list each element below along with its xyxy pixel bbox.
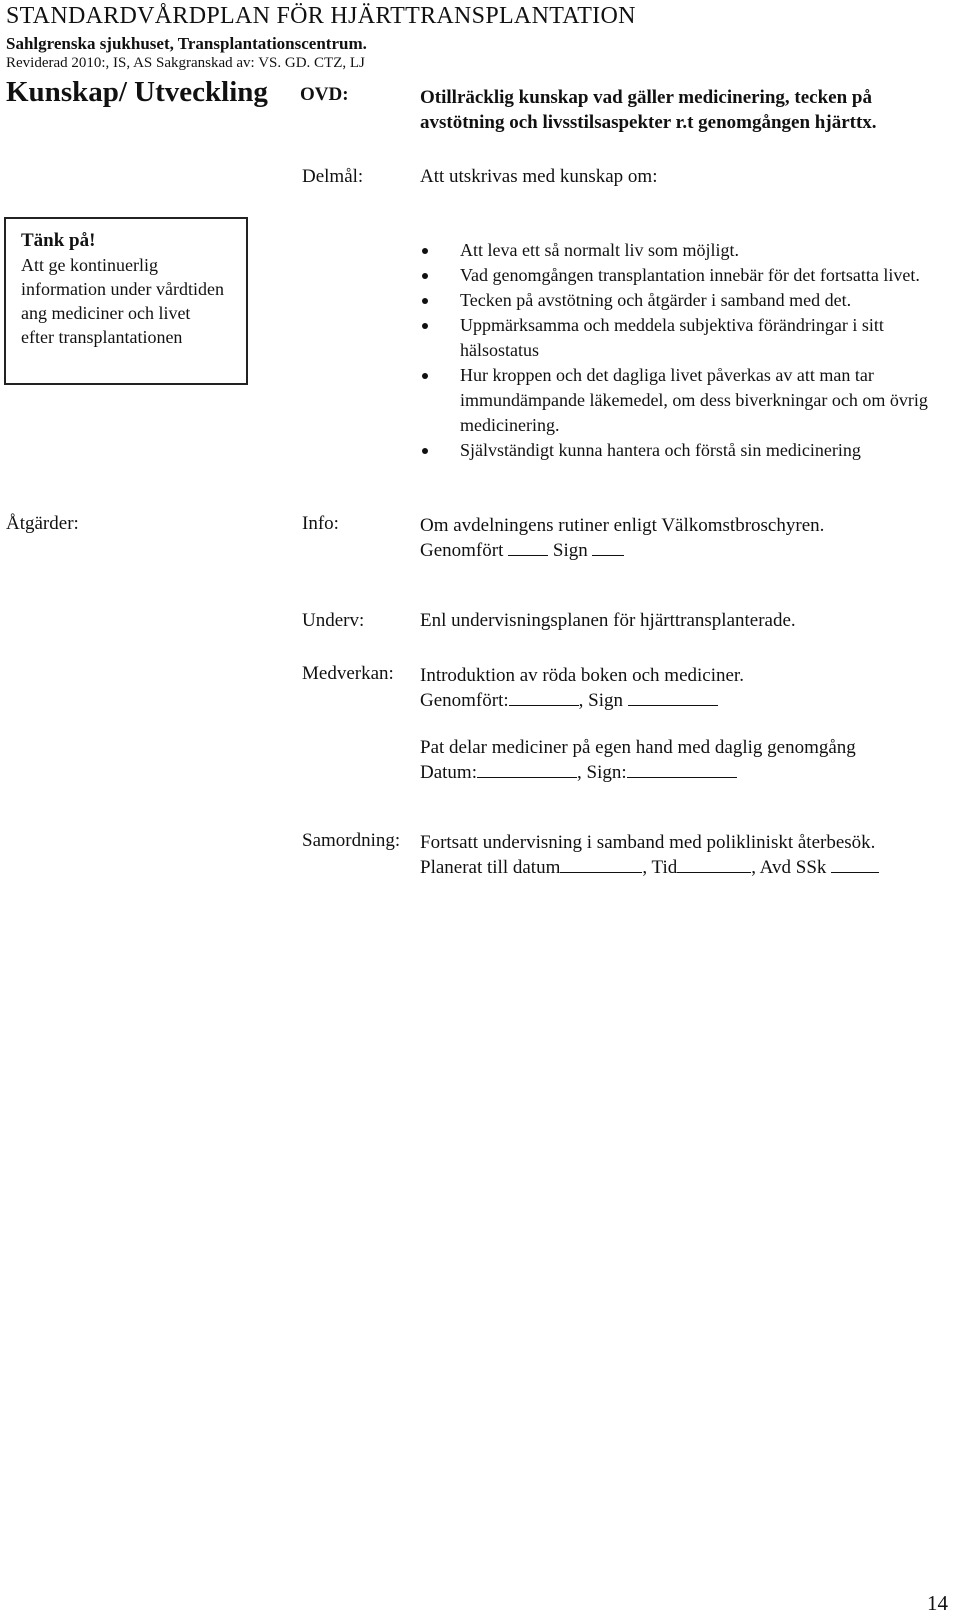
info-sign-blank: [592, 555, 624, 556]
samordning-label: Samordning:: [302, 830, 401, 851]
delmal-label: Delmål:: [302, 166, 364, 187]
samordning-text: [420, 830, 879, 880]
page-number: 14: [927, 1591, 948, 1615]
pat-datum-blank: [477, 777, 577, 778]
medverkan-done-blank: [509, 705, 579, 706]
think-box-text: Att ge kontinuerlig information under vårdtiden ang mediciner och livet efter transplantationen: [21, 255, 224, 347]
ovd-label: OVD:: [300, 84, 349, 105]
info-line: Om avdelningens rutiner enligt Välkomstbroschyren.: [420, 515, 825, 536]
revision-line: Reviderad 2010:, IS, AS Sakgranskad av: VS. GD. CTZ, LJ: [6, 55, 365, 71]
actions-label: Åtgärder:: [6, 513, 79, 534]
medverkan-sign-label: , Sign: [578, 690, 624, 711]
think-box: [4, 217, 248, 385]
underv-text: Enl undervisningsplanen för hjärttransplanterade.: [420, 610, 796, 631]
page-title: STANDARDVÅRDPLAN FÖR HJÄRTTRANSPLANTATION: [6, 3, 636, 29]
avd-blank: [831, 872, 879, 873]
medverkan-sign-blank: [628, 705, 718, 706]
planerat-label: Planerat till datum: [420, 857, 561, 878]
avd-label: , Avd SSk: [751, 857, 827, 878]
pat-datum-label: Datum:: [420, 762, 477, 783]
samordning-line: Fortsatt undervisning i samband med polikliniskt återbesök.: [420, 832, 876, 853]
pat-sign-line: [420, 760, 856, 785]
pat-sign-label: , Sign:: [577, 762, 627, 783]
planerat-blank: [560, 872, 642, 873]
pat-sign-blank: [627, 777, 737, 778]
ovd-text: Otillräcklig kunskap vad gäller medicinering, tecken på avstötning och livsstilsaspekter r.t genomgången hjärttx.: [420, 87, 877, 133]
medverkan-text: [420, 663, 744, 713]
info-text: [420, 513, 824, 563]
goal-item: Vad genomgången transplantation innebär för det fortsatta livet.: [418, 263, 958, 288]
medverkan-sign-line: [420, 688, 744, 713]
underv-label: Underv:: [302, 610, 365, 631]
medverkan-line: Introduktion av röda boken och mediciner.: [420, 665, 744, 686]
think-box-heading: Tänk på!: [21, 230, 96, 251]
goal-item: Självständigt kunna hantera och förstå sin medicinering: [418, 438, 958, 463]
goal-item: Uppmärksamma och meddela subjektiva förändringar i sitt hälsostatus: [418, 313, 958, 363]
goal-item: Hur kroppen och det dagliga livet påverkas av att man tar immundämpande läkemedel, om dess biverkningar och om övrig medicinering.: [418, 363, 958, 438]
info-sign-line: [420, 538, 824, 563]
tid-blank: [677, 872, 751, 873]
goals-list: [418, 238, 958, 463]
pat-text: [420, 735, 856, 785]
delmal-text: Att utskrivas med kunskap om:: [420, 166, 658, 187]
info-label: Info:: [302, 513, 339, 534]
info-done-blank: [508, 555, 548, 556]
section-title: Kunskap/ Utveckling: [6, 76, 268, 108]
pat-line: Pat delar mediciner på egen hand med daglig genomgång: [420, 737, 856, 758]
info-done-label: Genomfört: [420, 540, 504, 561]
planerat-line: [420, 855, 879, 880]
medverkan-label: Medverkan:: [302, 663, 394, 684]
hospital-name: Sahlgrenska sjukhuset, Transplantationscentrum.: [6, 34, 367, 53]
goal-item: Tecken på avstötning och åtgärder i samband med det.: [418, 288, 958, 313]
info-sign-label: Sign: [552, 540, 588, 561]
tid-label: , Tid: [642, 857, 678, 878]
goal-item: Att leva ett så normalt liv som möjligt.: [418, 238, 958, 263]
medverkan-done-label: Genomfört:: [420, 690, 509, 711]
